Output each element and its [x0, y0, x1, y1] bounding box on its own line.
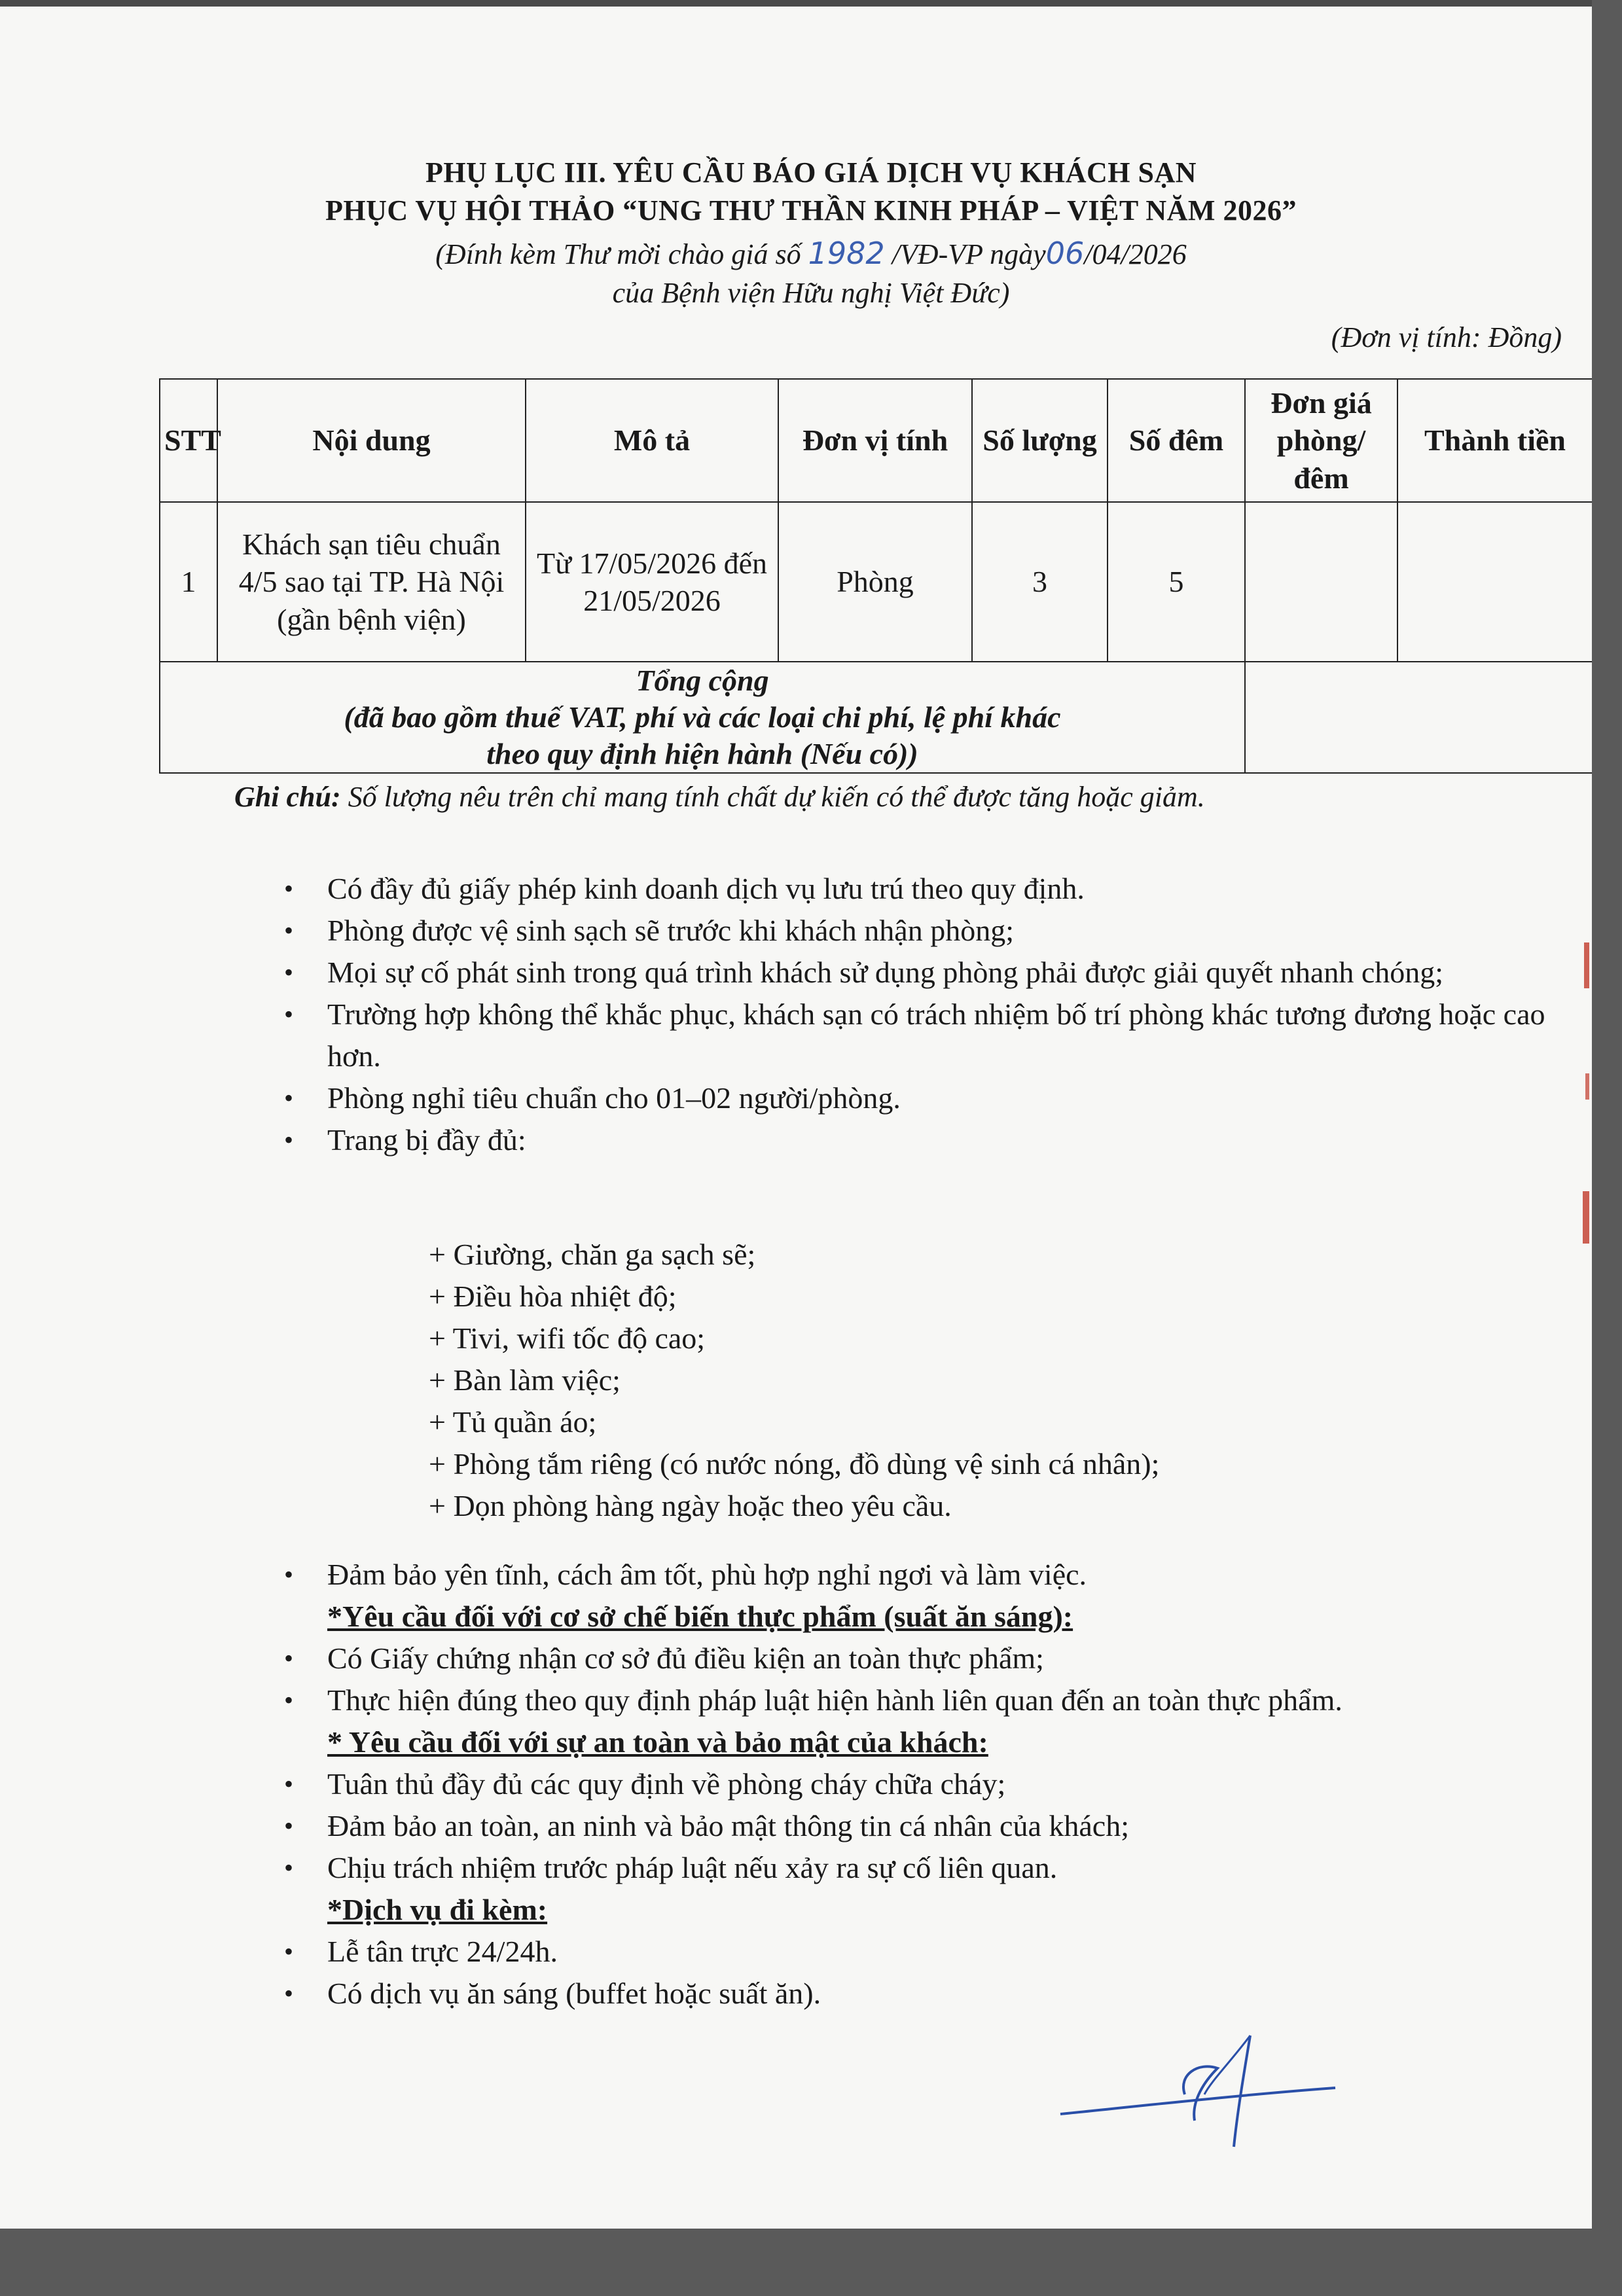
list-item: • Lễ tân trực 24/24h.	[284, 1935, 558, 1968]
table-note: Ghi chú: Số lượng nêu trên chỉ mang tính chất dự kiến có thể được tăng hoặc giảm.	[234, 781, 1205, 813]
col-quantity: Số lượng	[972, 379, 1108, 502]
cell-total	[1397, 502, 1592, 662]
scan-edge	[0, 0, 1592, 7]
cell-content: Khách sạn tiêu chuẩn 4/5 sao tại TP. Hà Nội (gần bệnh viện)	[217, 502, 526, 662]
col-description: Mô tả	[526, 379, 778, 502]
list-item: • Phòng được vệ sinh sạch sẽ trước khi khách nhận phòng;	[284, 914, 1014, 947]
quote-table	[159, 378, 1592, 774]
list-item: • Đảm bảo an toàn, an ninh và bảo mật thông tin cá nhân của khách;	[284, 1809, 1129, 1842]
list-item: • Có đầy đủ giấy phép kinh doanh dịch vụ lưu trú theo quy định.	[284, 872, 1085, 905]
currency-unit-note: (Đơn vị tính: Đồng)	[1331, 321, 1562, 353]
col-unit: Đơn vị tính	[778, 379, 972, 502]
list-item: • Mọi sự cố phát sinh trong quá trình khách sử dụng phòng phải được giải quyết nhanh chóng;	[284, 956, 1444, 989]
appendix-title: PHỤ LỤC III. YÊU CẦU BÁO GIÁ DỊCH VỤ KHÁCH SẠN	[425, 156, 1197, 188]
list-item: • Đảm bảo yên tĩnh, cách âm tốt, phù hợp nghỉ ngơi và làm việc.	[284, 1558, 1087, 1591]
col-content: Nội dung	[217, 379, 526, 502]
list-item: • Có Giấy chứng nhận cơ sở đủ điều kiện an toàn thực phẩm;	[284, 1641, 1044, 1675]
col-unit-price: Đơn giá phòng/ đêm	[1245, 379, 1397, 502]
table-row	[160, 502, 1592, 662]
cell-nights: 5	[1108, 502, 1245, 662]
list-item: + Phòng tắm riêng (có nước nóng, đồ dùng vệ sinh cá nhân);	[429, 1447, 1160, 1480]
total-label: Tổng cộng (đã bao gồm thuế VAT, phí và các loại chi phí, lệ phí khác theo quy định hiện hành (Nếu có))	[160, 662, 1245, 773]
equipment-list	[429, 1234, 1541, 1527]
list-item: + Tivi, wifi tốc độ cao;	[429, 1321, 706, 1355]
table-header-row	[160, 379, 1592, 502]
cell-quantity: 3	[972, 502, 1108, 662]
col-nights: Số đêm	[1108, 379, 1245, 502]
cell-unit: Phòng	[778, 502, 972, 662]
section-heading-services: *Dịch vụ đi kèm:	[327, 1893, 548, 1926]
list-item: • Phòng nghỉ tiêu chuẩn cho 01–02 người/phòng.	[284, 1081, 901, 1115]
section-heading-food: *Yêu cầu đối với cơ sở chế biến thực phẩm (suất ăn sáng):	[327, 1600, 1073, 1633]
list-item: • Trường hợp không thể khắc phục, khách sạn có trách nhiệm bố trí phòng khác tương đương hoặc cao hơn.	[284, 997, 1545, 1073]
cell-stt: 1	[160, 502, 217, 662]
edge-stamp-mark	[1572, 942, 1592, 1250]
event-title: PHỤC VỤ HỘI THẢO “UNG THƯ THẦN KINH PHÁP – VIỆT NĂM 2026”	[325, 194, 1297, 226]
list-item: + Bàn làm việc;	[429, 1363, 621, 1397]
list-item: + Dọn phòng hàng ngày hoặc theo yêu cầu.	[429, 1489, 952, 1522]
cell-description: Từ 17/05/2026 đến 21/05/2026	[526, 502, 778, 662]
issuer-line: của Bệnh viện Hữu nghị Việt Đức)	[612, 277, 1010, 309]
list-item: + Điều hòa nhiệt độ;	[429, 1280, 677, 1313]
attachment-line: (Đính kèm Thư mời chào giá số 1982 /VĐ-VP ngày06/04/2026	[435, 236, 1187, 271]
cell-unit-price	[1245, 502, 1397, 662]
extra-requirements	[284, 1554, 1558, 2015]
list-item: • Chịu trách nhiệm trước pháp luật nếu xảy ra sự cố liên quan.	[284, 1851, 1058, 1884]
handwritten-day: 06	[1045, 236, 1085, 271]
list-item: + Tủ quần áo;	[429, 1405, 597, 1439]
handwritten-number: 1982	[808, 236, 885, 271]
section-heading-safety: * Yêu cầu đối với sự an toàn và bảo mật của khách:	[327, 1725, 988, 1759]
list-item: • Có dịch vụ ăn sáng (buffet hoặc suất ăn).	[284, 1977, 821, 2010]
list-item: • Thực hiện đúng theo quy định pháp luật hiện hành liên quan đến an toàn thực phẩm.	[284, 1683, 1343, 1717]
total-row	[160, 662, 1592, 773]
list-item: • Trang bị đầy đủ:	[284, 1123, 526, 1157]
list-item: + Giường, chăn ga sạch sẽ;	[429, 1238, 756, 1271]
col-stt: STT	[160, 379, 217, 502]
general-requirements	[284, 868, 1558, 1161]
signature-mark	[1047, 2022, 1348, 2153]
list-item: • Tuân thủ đầy đủ các quy định về phòng cháy chữa cháy;	[284, 1767, 1006, 1801]
col-total: Thành tiền	[1397, 379, 1592, 502]
total-amount	[1245, 662, 1592, 773]
